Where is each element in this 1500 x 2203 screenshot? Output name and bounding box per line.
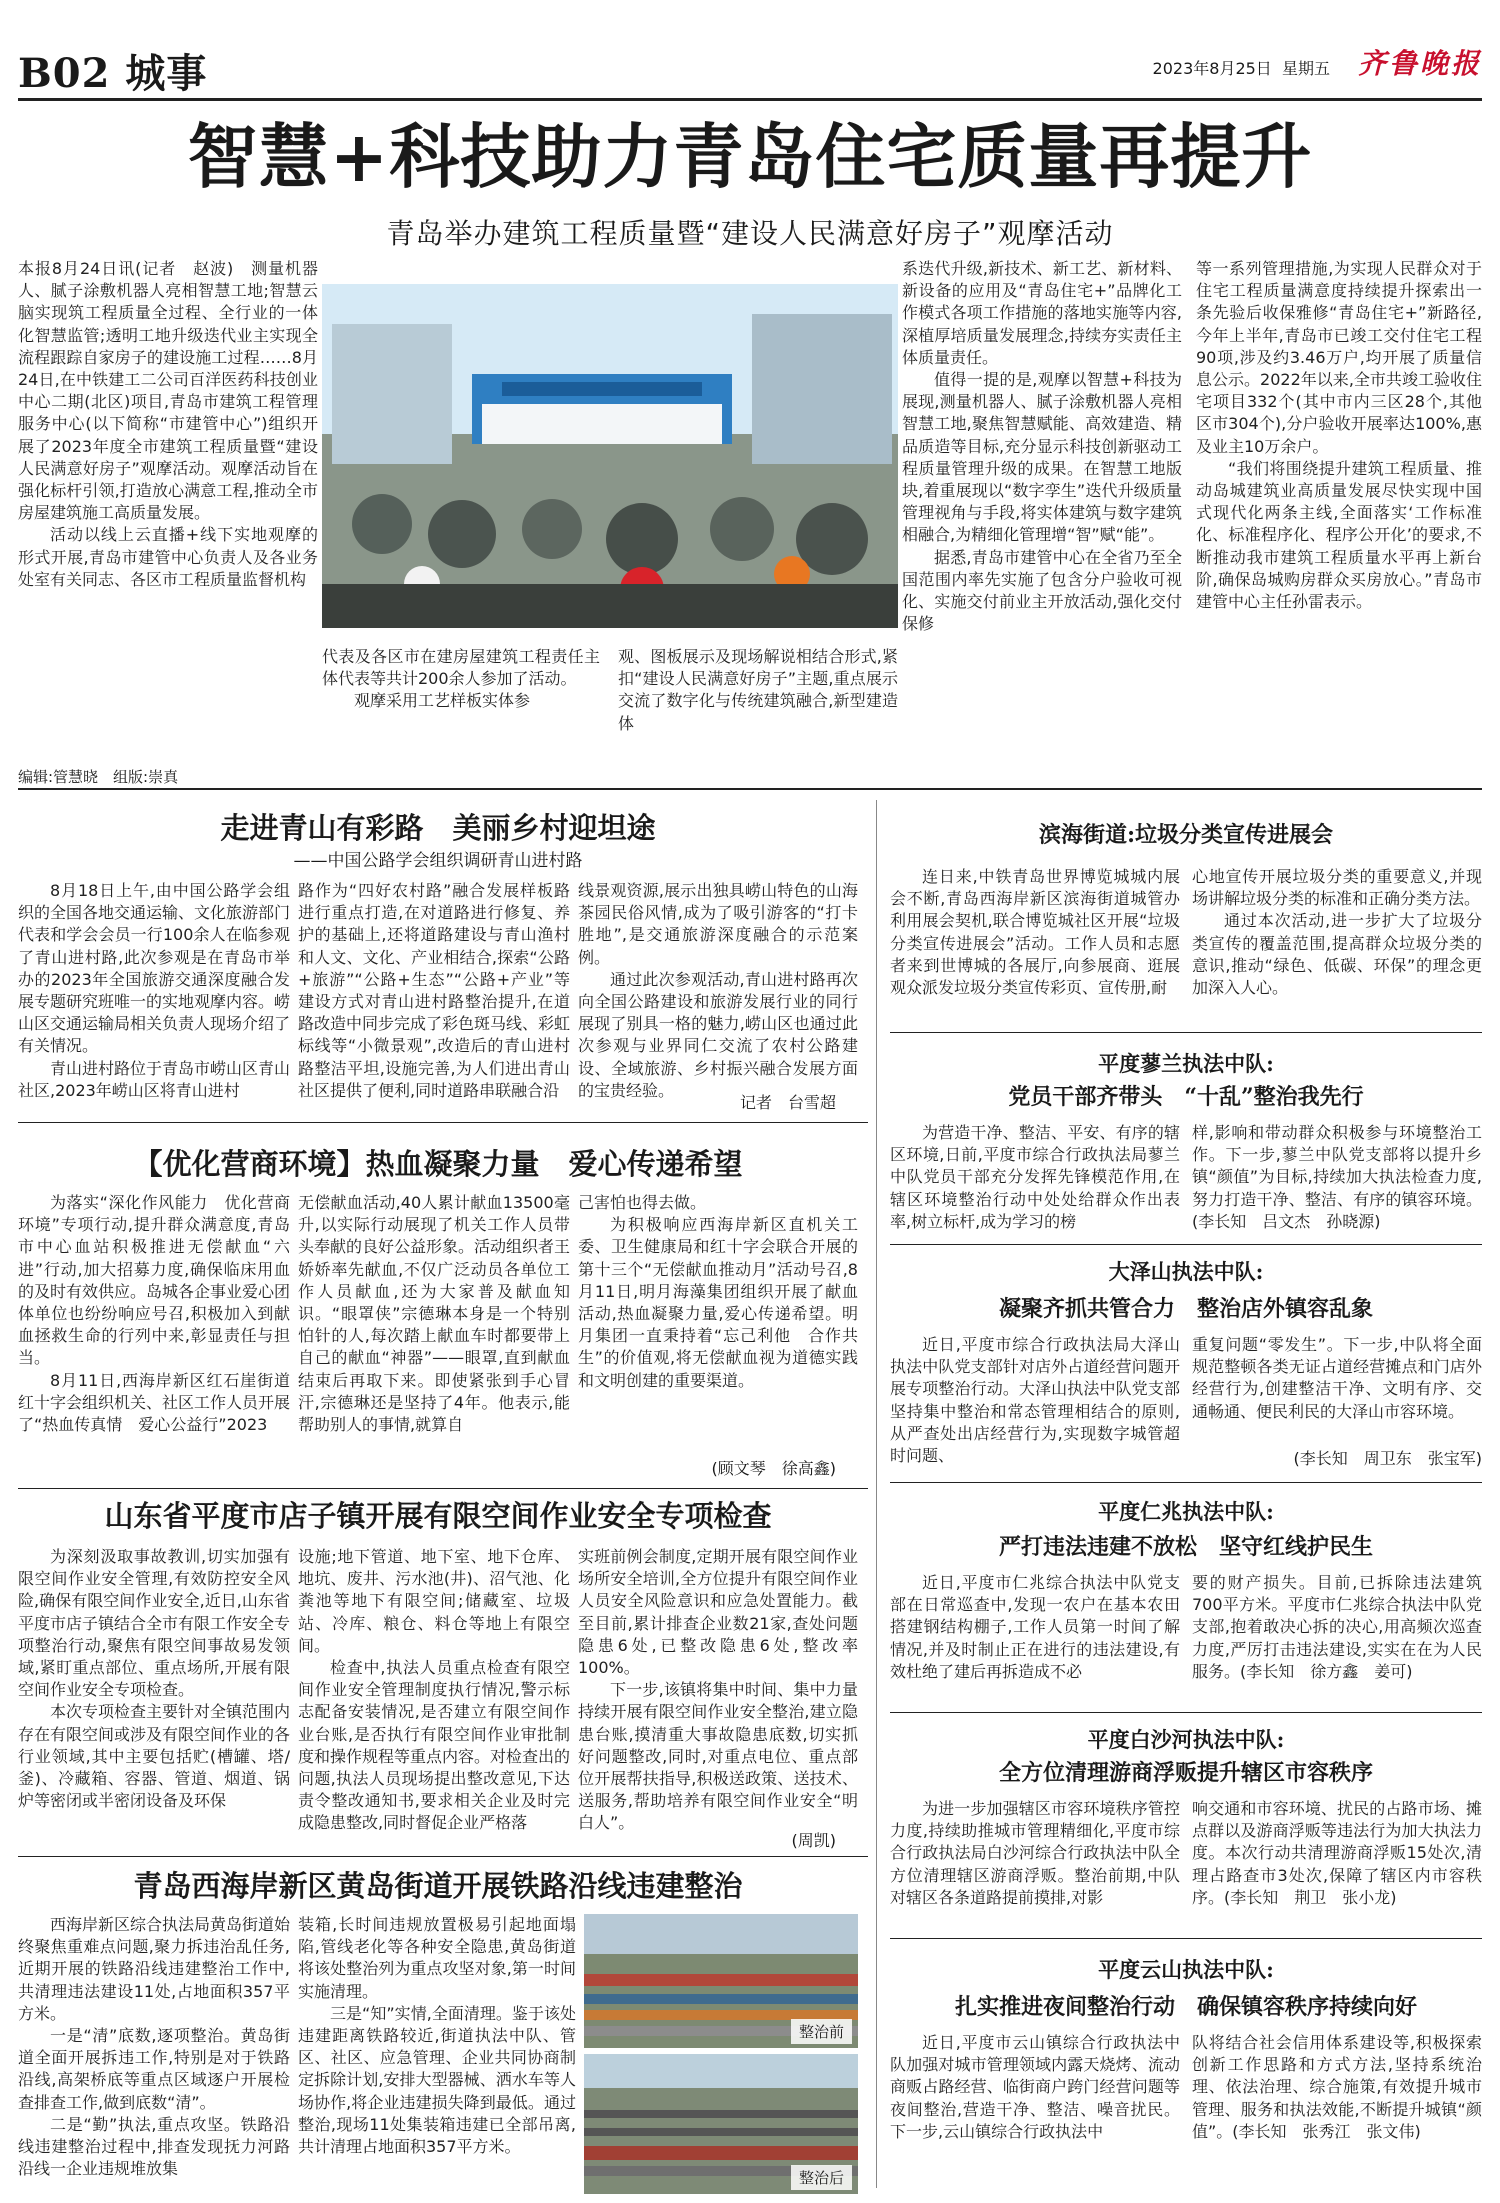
right-d-subtitle: 严打违法违建不放松 坚守红线护民生 [998, 1534, 1373, 1560]
article-c-byline: (周凯) [791, 1831, 836, 1850]
right-c-subtitle: 凝聚齐抓共管合力 整治店外镇容乱象 [998, 1296, 1373, 1322]
right-a-col-1: 连日来,中铁青岛世界博览城城内展会不断,青岛西海岸新区滨海街道城管办利用展会契机,联合博览城社区开展“垃圾分类宣传进展会”活动。工作人员和志愿者来到世博城的各展厅,向参展商、逛展观众派发垃圾分类宣传彩页、宣传册,耐 [890, 867, 1180, 998]
right-c-byline: (李长知 周卫东 张宝军) [1293, 1449, 1482, 1468]
right-d-title: 平度仁兆执法中队: [1098, 1499, 1274, 1524]
main-divider [18, 788, 1482, 790]
article-a-col-2: 路作为“四好农村路”融合发展样板路进行重点打造,在对道路进行修复、养护的基础上,还将道路建设与青山渔村和人文、文化、产业相结合,探索“公路+旅游”“公路+生态”“公路+产业”等建设方式对青山进村路整治提升,在道路改造中同步完成了彩色斑马线、彩虹标线等“小微景观”,改造后的青山进村路整洁平坦,设施完善,为人们进出青山社区提供了便利,同时道路串联融合沿 [298, 881, 571, 1100]
newspaper-logo: 齐鲁晚报 [1357, 47, 1482, 80]
article-b-byline: (顾文琴 徐高鑫) [711, 1459, 836, 1478]
right-f-subtitle: 扎实推进夜间整治行动 确保镇容秩序持续向好 [954, 1994, 1417, 2020]
article-d-col-1: 西海岸新区综合执法局黄岛街道始终聚焦重难点问题,聚力拆违治乱任务,近期开展的铁路沿线违建整治工作中,共清理违法建设11处,占地面积357平方米。 一是“清”底数,逐项整治。黄岛街道全面开展拆违工作,特别是对于铁路沿线,高架桥底等重点区域逐户开展检查排查工作,做到底数“清”。 二是“勤”执法,重点攻坚。铁路沿线违建整治过程中,排查发现抚力河路沿线一企业违规堆放集 [18, 1915, 291, 2179]
article-d-col-2: 装箱,长时间违规放置极易引起地面塌陷,管线老化等各种安全隐患,黄岛街道将该处整治列为重点攻坚对象,第一时间实施清理。 三是“知”实情,全面清理。鉴于该处违建距离铁路较近,街道执法中队、管区、社区、应急管理、企业共同协商制定拆除计划,安排大型器械、洒水车等人场协作,将企业违建损失降到最低。通过整治,现场11处集装箱违建已全部吊离,共计清理占地面积357平方米。 [298, 1915, 576, 2157]
right-c-title: 大泽山执法中队: [1108, 1259, 1264, 1284]
right-a-col-2: 心地宣传开展垃圾分类的重要意义,并现场讲解垃圾分类的标准和正确分类方法。 通过本次活动,进一步扩大了垃圾分类宣传的覆盖范围,提高群众垃圾分类的意识,推动“绿色、低碳、环保”的理念更加深入人心。 [1192, 867, 1482, 998]
right-a-divider [890, 1032, 1482, 1033]
before-photo [584, 1914, 858, 2048]
article-b-col-3: 己害怕也得去做。 为积极响应西海岸新区直机关工委、卫生健康局和红十字会联合开展的第十三个“无偿献血推动月”活动号召,8月11日,明月海藻集团组织开展了献血活动,热血凝聚力量,爱心传递希望。明月集团一直秉持着“忘己利他 合作共生”的价值观,将无偿献血视为道德实践和文明创建的重要渠道。 [578, 1193, 858, 1390]
main-column-5: 等一系列管理措施,为实现人民群众对于住宅工程质量满意度持续提升探索出一条先验后收保雅修“青岛住宅+”新路径,今年上半年,青岛市已竣工交付住宅工程90项,涉及约3.46万户,均开展了质量信息公示。2022年以来,全市共竣工验收住宅项目332个(其中市内三区28个,其他区市304个),分户验收开展率达100%,惠及业主10万余户。 “我们将围绕提升建筑工程质量、推动岛城建筑业高质量发展尽快实现中国式现代化两条主线,全面落实‘工作标准化、标准程序化、程序公开化’的要求,不断推动我市建筑工程质量水平再上新台阶,确保岛城购房群众买房放心。”青岛市建管中心主任孙雷表示。 [1196, 259, 1482, 612]
right-b-title: 平度蓼兰执法中队: [1098, 1051, 1274, 1076]
editor-credit: 编辑:管慧晓 组版:崇真 [18, 768, 179, 786]
article-c-col-1: 为深刻汲取事故教训,切实加强有限空间作业安全管理,有效防控安全风险,确保有限空间作业安全,近日,山东省平度市店子镇结合全市有限工作安全专项整治行动,聚焦有限空间事故易发领域,紧盯重点部位、重点场所,开展有限空间作业安全专项检查。 本次专项检查主要针对全镇范围内存在有限空间或涉及有限空间作业的各行业领域,其中主要包括贮(槽罐、塔/釜)、冷藏箱、容器、管道、烟道、锅炉等密闭或半密闭设备及环保 [18, 1547, 291, 1811]
right-a-title: 滨海街道:垃圾分类宣传进展会 [1038, 822, 1334, 848]
right-b-col-1: 为营造干净、整洁、平安、有序的辖区环境,日前,平度市综合行政执法局蓼兰中队党员干部充分发挥先锋模范作用,在辖区环境整治行动中处处给群众作出表率,树立标杆,成为学习的榜 [890, 1123, 1180, 1231]
article-b-title: 【优化营商环境】热血凝聚力量 爱心传递希望 [133, 1147, 743, 1181]
article-c-title: 山东省平度市店子镇开展有限空间作业安全专项检查 [104, 1499, 772, 1533]
main-column-4: 系迭代升级,新技术、新工艺、新材料、新设备的应用及“青岛住宅+”品牌化工作模式各项工作措施的落地实施等内容,深植厚培质量发展理念,持续夯实责任主体质量责任。 值得一提的是,观摩以智慧+科技为展现,测量机器人、腻子涂敷机器人亮相智慧工地,聚焦智慧赋能、高效建造、精品质造等目标,充分显示科技创新驱动工程质量管理升级的成果。在智慧工地版块,着重展现以“数字孪生”迭代升级质量管理视角与手段,将实体建筑与数字建筑相融合,为精细化管理增“智”赋“能”。 据悉,青岛市建管中心在全省乃至全国范围内率先实施了包含分户验收可视化、实施交付前业主开放活动,强化交付保修 [902, 259, 1182, 634]
right-c-col-1: 近日,平度市综合行政执法局大泽山执法中队党支部针对店外占道经营问题开展专项整治行动。大泽山执法中队党支部坚持集中整治和常态管理相结合的原则,从严查处出店经营行为,实现数字城管超时问题、 [890, 1335, 1180, 1466]
date-line [1153, 56, 1330, 79]
article-a-col-3: 线景观资源,展示出独具崂山特色的山海茶园民俗风情,成为了吸引游客的“打卡胜地”,是交通旅游深度融合的示范案例。 通过此次参观活动,青山进村路再次向全国公路建设和旅游发展行业的同行展现了别具一格的魅力,崂山区也通过此次参观与业界同仁交流了农村公路建设、全域旅游、乡村振兴融合发展方面的宝贵经验。 [578, 881, 858, 1100]
page-label [18, 42, 207, 99]
right-d-col-2: 要的财产损失。目前,已拆除违法建筑700平方米。平度市仁兆综合执法中队党支部,抱着敢决心拆的决心,用高频次巡查力度,严厉打击违法建设,实实在在为人民服务。(李长知 徐方鑫 姜可) [1192, 1573, 1482, 1681]
article-b-col-1: 为落实“深化作风能力 优化营商环境”专项行动,提升群众满意度,青岛市中心血站积极推进无偿献血“六进”行动,加大招募力度,确保临床用血的及时有效供应。岛城各企事业爱心团体单位也纷纷响应号召,积极加入到献血拯救生命的行列中来,彰显责任与担当。 8月11日,西海岸新区红石崖街道红十字会组织机关、社区工作人员开展了“热血传真情 爱心公益行”2023 [18, 1193, 291, 1435]
after-photo [584, 2054, 858, 2194]
after-caption: 整治后 [791, 2165, 852, 2190]
section-name: 城事 [125, 50, 208, 97]
header-rule [18, 98, 1482, 101]
right-e-title: 平度白沙河执法中队: [1087, 1727, 1285, 1752]
article-a-divider [18, 1122, 868, 1123]
article-c-col-2: 设施;地下管道、地下室、地下仓库、地坑、废井、污水池(井)、沼气池、化粪池等地下有限空间;储藏室、垃圾站、冷库、粮仓、料仓等地上有限空间。 检查中,执法人员重点检查有限空间作业安全管理制度执行情况,警示标志配备安装情况,是否建立有限空间作业台账,是否执行有限空间作业审批制度和操作规程等重点内容。对检查出的问题,执法人员现场提出整改意见,下达责令整改通知书,要求相关企业及时完成隐患整改,同时督促企业严格落 [298, 1547, 571, 1833]
main-column-1: 本报8月24日讯(记者 赵波) 测量机器人、腻子涂敷机器人亮相智慧工地;智慧云脑实现筑工程质量全过程、全行业的一体化智慧监管;透明工地升级迭代业主实现全流程跟踪自家房子的建设施工过程……8月24日,在中铁建工二公司百洋医药科技创业中心二期(北区)项目,青岛市建筑工程管理服务中心(以下简称“市建管中心”)组织开展了2023年度全市建筑工程质量暨“建设人民满意好房子”观摩活动。观摩活动旨在强化标杆引领,打造放心满意工程,推动全市房屋建筑施工高质量发展。 活动以线上云直播+线下实地观摩的形式开展,青岛市建管中心负责人及各业务处室有关同志、各区市工程质量监督机构 [18, 259, 318, 589]
article-b-col-2: 无偿献血活动,40人累计献血13500毫升,以实际行动展现了机关工作人员带头奉献的良好公益形象。活动组织者王娇娇率先献血,不仅广泛动员各单位工作人员献血,还为大家普及献血知识。“眼罩侠”宗德琳本身是一个特别怕针的人,每次踏上献血车时都要带上自己的献血“神器”——眼罩,直到献血结束后再取下来。即使紧张到手心冒汗,宗德琳还是坚持了4年。他表示,能帮助别人的事情,就算自 [298, 1193, 571, 1435]
page-subheadline: 青岛举办建筑工程质量暨“建设人民满意好房子”观摩活动 [386, 217, 1114, 250]
before-caption: 整治前 [791, 2019, 852, 2044]
right-e-col-2: 响交通和市容环境、扰民的占路市场、摊点群以及游商浮贩等违法行为加大执法力度。本次行动共清理游商浮贩15处次,清理占路查市3处次,保障了辖区内市容秩序。(李长知 荆卫 张小龙) [1192, 1799, 1482, 1907]
article-a-subtitle: ——中国公路学会组织调研青山进村路 [293, 851, 583, 871]
right-d-col-1: 近日,平度市仁兆综合执法中队党支部在日常巡查中,发现一农户在基本农田搭建钢结构棚子,工作人员第一时间了解情况,并及时制止正在进行的违法建设,有效杜绝了建后再拆造成不必 [890, 1573, 1180, 1681]
right-e-col-1: 为进一步加强辖区市容环境秩序管控力度,持续助推城市管理精细化,平度市综合行政执法局白沙河综合行政执法中队全方位清理辖区游商浮贩。整治前期,中队对辖区各条道路提前摸排,对影 [890, 1799, 1180, 1907]
right-b-divider [890, 1244, 1482, 1245]
article-a-byline: 记者 台雪超 [739, 1093, 836, 1112]
article-c-divider [18, 1856, 868, 1857]
main-column-3: 观、图板展示及现场解说相结合形式,紧扣“建设人民满意好房子”主题,重点展示交流了数字化与传统建筑融合,新型建造体 [618, 647, 898, 733]
event-crowd-photo [322, 284, 898, 628]
main-column-2: 代表及各区市在建房屋建筑工程责任主体代表等共计200余人参加了活动。 观摩采用工艺样板实体参 [322, 647, 600, 711]
right-e-divider [890, 1938, 1482, 1939]
article-b-divider [18, 1488, 868, 1489]
right-b-subtitle: 党员干部齐带头 “十乱”整治我先行 [1008, 1084, 1364, 1110]
issue-date: 2023年8月25日 [1152, 59, 1272, 78]
article-a-title: 走进青山有彩路 美丽乡村迎坦途 [220, 811, 656, 845]
photo-illustration [322, 284, 898, 628]
right-b-col-2: 样,影响和带动群众积极参与环境整治工作。下一步,蓼兰中队党支部将以提升乡镇“颜值”为目标,持续加大执法检查力度,努力打造干净、整洁、有序的镇容环境。(李长知 吕文杰 孙晓源) [1192, 1123, 1482, 1231]
page-headline: 智慧+科技助力青岛住宅质量再提升 [187, 115, 1313, 198]
right-f-title: 平度云山执法中队: [1098, 1957, 1274, 1982]
right-c-divider [890, 1482, 1482, 1483]
right-d-divider [890, 1712, 1482, 1713]
page-code: B02 [18, 50, 111, 97]
article-c-col-3: 实班前例会制度,定期开展有限空间作业场所安全培训,全方位提升有限空间作业人员安全风险意识和应急处置能力。截至目前,累计排查企业数21家,查处问题隐患6处,已整改隐患6处,整改率100%。 下一步,该镇将集中时间、集中力量持续开展有限空间作业安全整治,建立隐患台账,摸清重大事故隐患底数,切实抓好问题整改,同时,对重点电位、重点部位开展帮扶指导,积极送政策、送技术、送服务,帮助培养有限空间作业安全“明白人”。 [578, 1547, 858, 1833]
column-divider [876, 800, 877, 2188]
issue-weekday: 星期五 [1281, 59, 1330, 78]
right-c-col-2: 重复问题“零发生”。下一步,中队将全面规范整顿各类无证占道经营摊点和门店外经营行为,创建整洁干净、文明有序、交通畅通、便民利民的大泽山市容环境。 [1192, 1335, 1482, 1421]
article-a-col-1: 8月18日上午,由中国公路学会组织的全国各地交通运输、文化旅游部门代表和学会会员一行100余人在临参观了青山进村路,此次参观是在青岛市举办的2023年全国旅游交通深度融合发展专题研究班唯一的实地观摩内容。崂山区交通运输局相关负责人现场介绍了有关情况。 青山进村路位于青岛市崂山区青山社区,2023年崂山区将青山进村 [18, 881, 291, 1100]
right-f-col-1: 近日,平度市云山镇综合行政执法中队加强对城市管理领域内露天烧烤、流动商贩占路经营、临街商户跨门经营问题等夜间整治,营造干净、整洁、噪音扰民。下一步,云山镇综合行政执法中 [890, 2033, 1180, 2141]
right-e-subtitle: 全方位清理游商浮贩提升辖区市容秩序 [998, 1760, 1373, 1786]
right-f-col-2: 队将结合社会信用体系建设等,积极探索创新工作思路和方式方法,坚持系统治理、依法治理、综合施策,有效提升城市管理、服务和执法效能,不断提升城镇“颜值”。(李长知 张秀江 张文伟) [1192, 2033, 1482, 2141]
article-d-title: 青岛西海岸新区黄岛街道开展铁路沿线违建整治 [133, 1869, 743, 1903]
